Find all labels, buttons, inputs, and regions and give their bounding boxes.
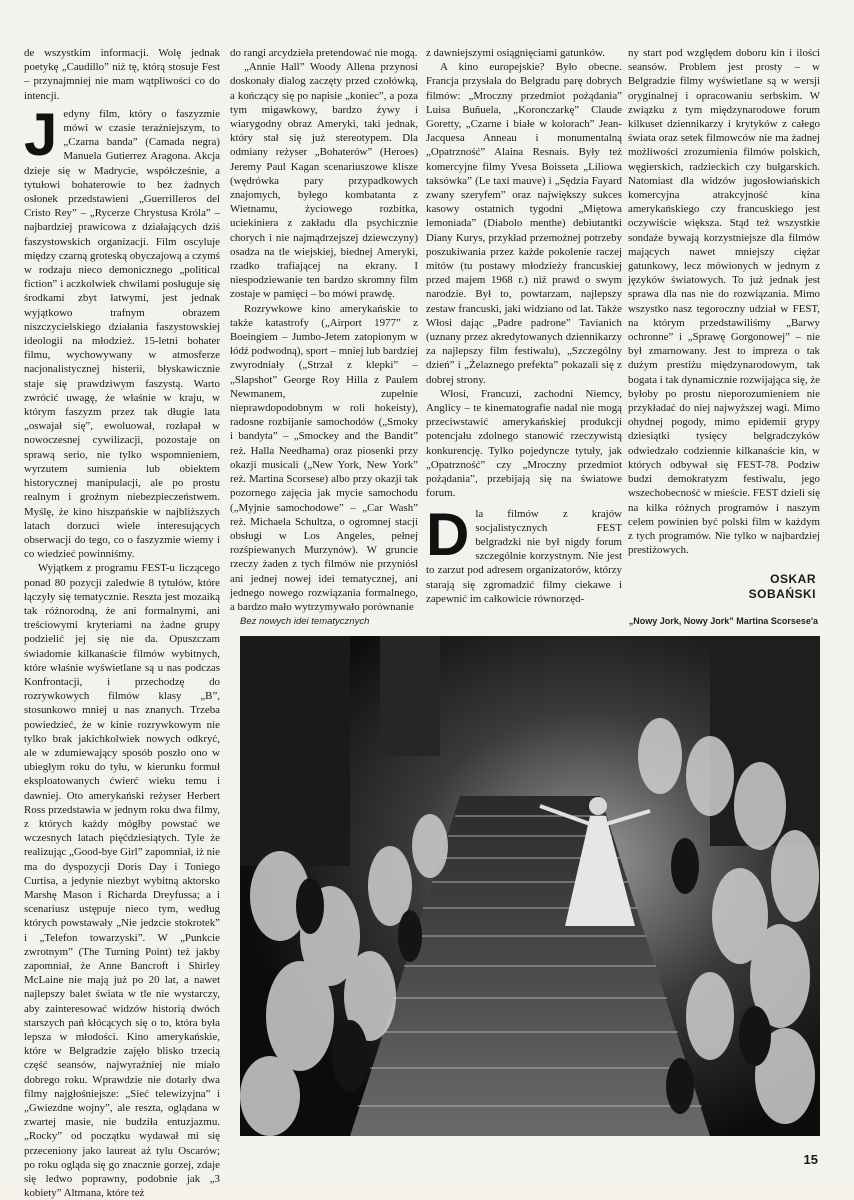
paragraph: „Annie Hall” Woody Allena przynosi doskonały dialog zaczęty przed czołówką, a kończący się po napisie „koniec”, a poza tym migawkowy, bardzo żywy i wiarygodny obraz Ameryki, taki jednak, który stał się już stereotypem. Dla odmiany reżyser „Bohaterów” (Heroes) Jeremy Paul Kagan scenariuszowe klisze (wędrówka pary przypadkowych znajomych, byłego kombatanta z Wietnamu, życiowego rozbitka, uciekiniera z zakładu dla psychicznie chorych i nie najmądrzejszej dziewczyny) osadza na tle wiejskiej, biednej Ameryki, rzadko trafiającej na ekrany. I niespodziewanie ten bardzo skromny film zostaje w pamięci – bo mówi prawdę. — [230, 61, 418, 301]
author-first-name: OSKAR — [770, 572, 816, 586]
text-column-3 — [426, 46, 622, 616]
paragraph: Rozrywkowe kino amerykańskie to także katastrofy („Airport 1977” z Boeingiem – Jumbo-Jetem zatopionym w łódź podwodną), sport – mniej lub bardziej zwyrodniały („Strzał z klepki” – „Slapshot” George Roy Hilla z Paulem Newmanem, zupełnie nieprawdopodobnym w roli hokeisty), radosne rozbijanie samochodów („Smoky i bandyta” – „Smockey and the Bandit” reż. Halla Needhama) oraz piosenki przy okazji musicali („New York, New York” reż. Martina Scorsese) albo przy okazji tak pozornego zajęcia jak mycie samochodu („Myjnie samochodowe” – „Car Wash” reż. Michaela Schultza, o ogromnej stacji obsługi w Los Angeles, pełnej rozśpiewanych Murzynów). W gruncie rzeczy żaden z tych filmów nie przyniósł ani jednej nowej idei tematycznej, ani jednego nowego rozwiązania formalnego, a bardzo mało wytrzymywało porównanie — [230, 302, 418, 613]
text-column-2 — [230, 46, 418, 616]
paragraph-text: la filmów z krajów socjalistycznych FEST belgradzki nie był nigdy forum szczególnie korzystnym. Nie jest to zarzut pod adresem organizatorów, którzy starają się zgromadzić filmy ciekawe i zapewnić im całkowicie równorzęd- — [426, 507, 622, 605]
author-byline — [749, 572, 816, 602]
drop-cap: D — [426, 500, 470, 568]
paragraph-text: edyny film, który o faszyzmie mówi w czasie teraźniejszym, to „Czarna banda” (Camada negra) Manuela Gutierrez Aragona. Akcja dzieje się w Madrycie, współcześnie, a tytułowi bohaterowie to bez żadnych osłonek przedstawieni „Guerrilleros del Cristo Rey” – „Rycerze Chrystusa Króla” – najbardziej prawicowa z działających dziś faszystowskich organizacji. Film oscyluje między czarną groteską obyczajową a czymś w rodzaju nieco demonicznego „political fiction” i aczkolwiek chwilami posługuje się środkami zbyt łatwymi, jest jednak wyjątkowo trafnym obrazem niszczycielskiego działania faszystowskiej ideologii na młodzież. 15-letni bohater filmu, wychowywany w atmosferze nacjonalistycznej histerii, błyskawicznie staje się prawdziwym faszystą. Warto zwrócić uwagę, że właśnie w kraju, w którym faszyzm przez tak długie lata „oswajał się”, ewoluował, rozłapał w nowoczesnej cywilizacji, pozostaje on sprawą serio, nie tylko wspomnieniem, wyrzutem sumienia lub obiektem historycznej manipulacji, ale po prostu realnym i groźnym niebezpieczeństwem. Myślę, że kino hiszpańskie w najbliższych latach dorzuci wiele interesujących obserwacji do tego, co o faszyzmie wiemy i co wiedzieć powinniśmy. — [24, 107, 220, 561]
paragraph: Wyjątkem z programu FEST-u liczącego ponad 80 pozycji zaledwie 8 tytułów, które łączyły się tematycznie. Reszta jest mozaiką tak różnorodną, że ani formalnymi, ani treściowymi kryteriami na żadne grupy podzielić jej się nie da. Opuszczam świadomie kilkanaście filmów wybitnych, które właśnie wyświetlane są u nas podczas Konfrontacji, i przechodzę do rozrywkowych filmów klasy „B”, stosunkowo mniej u nas znanych. Trzeba powiedzieć, że w kinie rozrywkowym nie tylko brak jakichkolwiek nowych odkryć, ale w zdumiewający sposób poszło ono w ubiegłym roku do tyłu, w kierunku formuł eksploatowanych ćwierć wieku temu i dawniej. Oto amerykański reżyser Herbert Ross przedstawia w jednym roku dwa filmy, z których każdy mógłby powstać we wczesnych latach pięćdziesiątych. Tyle że realizując „Good-bye Girl” zapomniał, iż nie ma do dyspozycji Doris Day i Toniego Curtisa, a jedynie niezbyt wybitną aktorsko Marshę Mason i Richarda Dreyfussa; a i scenariusz ustępuje nieco tym, według których powstawały „Nie jedzcie stokrotek” i „Telefon towarzyski”. W „Punkcie zwrotnym” (The Turning Point) też jakby zapomniał, że Anne Bancroft i Shirley McLaine nie mają już po 20 lat, a nawet najlepszy balet świata w tle nie wystarczy, aby zainteresować widzów historią dwóch starszych pań kłócących się o to, która była lepsza w młodości. Kino amerykańskie, które w Belgradzie zajęło blisko trzecią część seansów, najwyraźniej nie miało dobrego roku. Wprawdzie nie dotarły dwa filmy najgłośniejsze: „Sieć telewizyjna” i „Gwiezdne wojny”, ale reszta, oglądana w zwartej masie, nie budziła entuzjazmu. „Rocky” od początku wydawał mi się przeceniony jako laureat aż tylu Oscarów; po roku ogląda się go znacznie gorzej, zdaje się ledwo poprawny, podobnie jak „3 kobiety” Altmana, które też — [24, 562, 220, 1200]
page-number: 15 — [803, 1152, 818, 1167]
paragraph: A kino europejskie? Było obecne. Francja przysłała do Belgradu parę dobrych filmów: „Mroczny przedmiot pożądania” Luisa Buñuela, „Koronczarkę” Claude Goretty, „Czarne i białe w kolorach” Jean-Jacquesa Anneau i monumentalną „Opatrzność” Alaina Resnais. Były też komercyjne filmy Yvesa Boisseta „Liliowa taksówka” (Le taxi mauve) i „Sędzia Fayard zwany szeryfem” oraz największy sukces kasowy ostatnich tygodni „Miętowa lemoniada” (Diabolo menthe) debiutantki Diany Kurys, przykład przemożnej potrzeby poszukiwania przez każde pokolenie raczej mitów (tu postawy młodzieży francuskiej przed majem 1968 r.) niż prawd o swym narodzie. Był to, powtarzam, najlepszy zestaw francuski, jaki widziano od lat. Także Włosi dając „Padre padrone” Tavianich (uznany przez akredytowanych dziennikarzy za najlepszy film festiwalu), „Szczególny dzień” i „Żelaznego prefekta” pokazali się z dobrej strony. — [426, 61, 622, 386]
dancers-on-staircase-image — [240, 636, 820, 1136]
photo-caption-right: „Nowy Jork, Nowy Jork” Martina Scorsese'a — [628, 616, 818, 626]
paragraph: ny start pod względem doboru kin i ilości seansów. Problem jest prosty – w Belgradzie filmy wyświetlane są w wersji oryginalnej i opracowaniu serbskim. W związku z tym międzynarodowe forum kilkuset dziennikarzy i krytyków z całego świata oraz setek filmowców nie ma żadnej możliwości zrozumienia filmów polskich, węgierskich, radzieckich czy bułgarskich. Natomiast dla widzów jugosłowiańskich komercyjna atrakcyjność kina amerykańskiego czy francuskiego jest oczywiście większa. Stąd też wszystkie sondaże bywają korzystniejsze dla filmów mających nawet mniejszy ciężar gatunkowy, lecz mówionych w jednym z języków światowych. To już jednak jest sprawa dla nas nie do rozwiązania. Mimo wszystko nasz tegoroczny udział w FEST, na którym przedstawiliśmy „Barwy ochronne” i „Sprawę Gorgonowej” – nie był zmarnowany. Jest to impreza o tak dużym prestiżu międzynarodowym, tak bogata i tak dynamicznie rozwijająca się, że byłoby po prostu nieporozumieniem nie przykładać do niej najwyższej wagi. Mimo ohydnej pogody, mimo epidemii grypy dziesiątki tysięcy belgradczyków odwiedzało codziennie kilkanaście kin, w których odbywał się FEST-78. Podziw budzi demokratyzm festiwalu, jego wszechobecność w mieście. FEST dzieli się na kilka różnych programów i naszym celem powinien być polski film w każdym z tych programów. Nie tylko w najbardziej prestiżowych. — [628, 47, 821, 557]
text-column-4 — [628, 46, 820, 586]
author-last-name: SOBAŃSKI — [748, 587, 816, 601]
paragraph — [426, 500, 622, 606]
photo-caption-left: Bez nowych idei tematycznych — [240, 616, 370, 627]
paragraph — [24, 100, 220, 562]
text-column-1 — [24, 46, 220, 1200]
paragraph: de wszystkim informacji. Wolę jednak poetykę „Caudillo” niż tę, którą stosuje Fest – przynajmniej nie mam wątpliwości co do intencji. — [24, 47, 220, 102]
drop-cap: J — [24, 100, 58, 168]
paragraph: z dawniejszymi osiągnięciami gatunków. — [426, 47, 605, 59]
paragraph: Włosi, Francuzi, zachodni Niemcy, Anglicy – te kinematografie nadal nie mogą przeciwstawić amerykańskiej produkcji potencjału zdolnego stanowić rzeczywistą konkurencję. Tylko pojedyncze tytuły, jak „Opatrzność” czy „Mroczny przedmiot pożądania”, przebijają się na światowe forum. — [426, 387, 622, 500]
paragraph: do rangi arcydzieła pretendować nie mogą. — [230, 47, 418, 59]
film-still-photo — [240, 636, 820, 1136]
